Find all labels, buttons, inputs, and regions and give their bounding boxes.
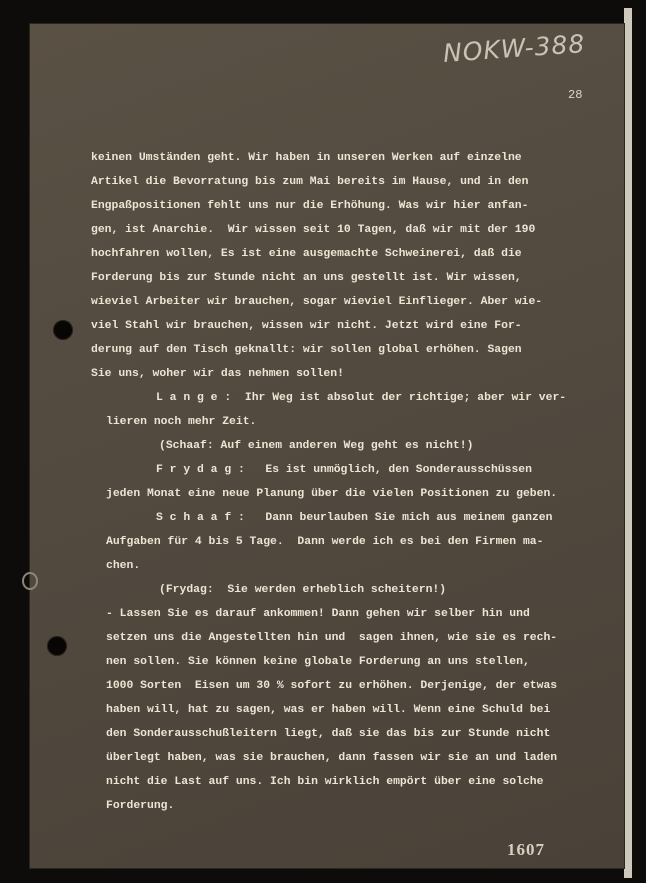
text-line: setzen uns die Angestellten hin und sagen ihnen, wie sie es rech- <box>106 632 558 644</box>
punch-hole-top <box>53 320 73 340</box>
text-line: den Sonderausschußleitern liegt, daß sie das bis zur Stunde nicht <box>106 728 551 740</box>
text-line: Artikel die Bevorratung bis zum Mai bereits im Hause, und in den <box>91 176 529 188</box>
text-line: haben will, hat zu sagen, was er haben will. Wenn eine Schuld bei <box>106 704 551 716</box>
text-line: nicht die Last auf uns. Ich bin wirklich empört über eine solche <box>106 776 544 788</box>
text-line: derung auf den Tisch geknallt: wir sollen global erhöhen. Sagen <box>91 344 522 356</box>
stamp-number: 1607 <box>507 840 545 859</box>
text-line: viel Stahl wir brauchen, wissen wir nicht. Jetzt wird eine For- <box>91 320 522 332</box>
text-line: chen. <box>106 560 141 572</box>
text-line: jeden Monat eine neue Planung über die vielen Positionen zu geben. <box>106 488 558 500</box>
speaker-line: L a n g e : Ihr Weg ist absolut der richtige; aber wir ver- <box>156 392 567 404</box>
text-line: keinen Umständen geht. Wir haben in unseren Werken auf einzelne <box>91 152 522 164</box>
text-line: Sie uns, woher wir das nehmen sollen! <box>91 368 344 380</box>
interjection-line: (Frydag: Sie werden erheblich scheitern!) <box>159 584 447 596</box>
text-line: lieren noch mehr Zeit. <box>106 416 257 428</box>
text-line: wieviel Arbeiter wir brauchen, sogar wieviel Einflieger. Aber wie- <box>91 296 543 308</box>
text-line: 1000 Sorten Eisen um 30 % sofort zu erhöhen. Derjenige, der etwas <box>106 680 558 692</box>
text-line: Forderung. <box>106 800 175 812</box>
punch-hole-bottom <box>47 636 67 656</box>
document-body <box>91 146 611 818</box>
text-line: nen sollen. Sie können keine globale Forderung an uns stellen, <box>106 656 530 668</box>
text-line: Forderung bis zur Stunde nicht an uns gestellt ist. Wir wissen, <box>91 272 522 284</box>
text-line: überlegt haben, was sie brauchen, dann fassen wir sie an und laden <box>106 752 558 764</box>
text-line: hochfahren wollen, Es ist eine ausgemachte Schweinerei, daß die <box>91 248 522 260</box>
underlying-sheet-edge <box>624 8 632 878</box>
speaker-line: S c h a a f : Dann beurlauben Sie mich aus meinem ganzen <box>156 512 553 524</box>
text-line: gen, ist Anarchie. Wir wissen seit 10 Tagen, daß wir mit der 190 <box>91 224 536 236</box>
page-number: 28 <box>568 88 583 102</box>
speaker-line: F r y d a g : Es ist unmöglich, den Sonderausschüssen <box>156 464 532 476</box>
punch-hole-mark <box>22 572 38 590</box>
text-line: Engpaßpositionen fehlt uns nur die Erhöhung. Was wir hier anfan- <box>91 200 529 212</box>
interjection-line: (Schaaf: Auf einem anderen Weg geht es nicht!) <box>159 440 474 452</box>
text-line: Aufgaben für 4 bis 5 Tage. Dann werde ich es bei den Firmen ma- <box>106 536 544 548</box>
archive-number-handwritten: NOKW-388 <box>442 29 587 68</box>
text-line: - Lassen Sie es darauf ankommen! Dann gehen wir selber hin und <box>106 608 530 620</box>
